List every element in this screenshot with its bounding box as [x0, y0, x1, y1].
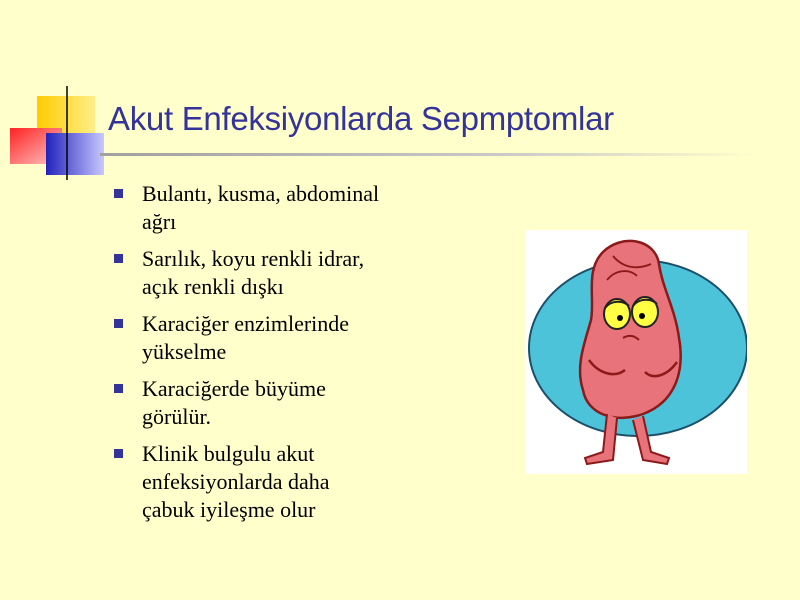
list-item-line: açık renkli dışkı [142, 274, 284, 299]
blue-square [46, 133, 104, 175]
square-bullet-icon [114, 189, 123, 198]
title-underline [100, 153, 760, 156]
list-item-line: çabuk iyileşme olur [142, 497, 316, 522]
square-bullet-icon [114, 319, 123, 328]
list-item [112, 440, 432, 524]
list-item-line: Karaciğerde büyüme [142, 376, 326, 401]
list-item [112, 180, 432, 236]
list-item-line: Bulantı, kusma, abdominal [142, 181, 380, 206]
list-item-line: yükselme [142, 339, 227, 364]
list-item [112, 245, 432, 301]
left-pupil [617, 315, 623, 321]
symptom-list [112, 180, 432, 533]
list-item-line: Sarılık, koyu renkli idrar, [142, 246, 365, 271]
list-item-line: görülür. [142, 404, 212, 429]
list-item [112, 310, 432, 366]
slide-title: Akut Enfeksiyonlarda Sepmptomlar [108, 100, 614, 137]
list-item [112, 375, 432, 431]
list-item-line: ağrı [142, 209, 177, 234]
list-item-line: enfeksiyonlarda daha [142, 469, 330, 494]
list-item-line: Klinik bulgulu akut [142, 441, 315, 466]
sick-liver-cartoon [525, 230, 747, 474]
square-bullet-icon [114, 384, 123, 393]
right-pupil [639, 313, 645, 319]
square-bullet-icon [114, 254, 123, 263]
square-bullet-icon [114, 449, 123, 458]
list-item-line: Karaciğer enzimlerinde [142, 311, 350, 336]
